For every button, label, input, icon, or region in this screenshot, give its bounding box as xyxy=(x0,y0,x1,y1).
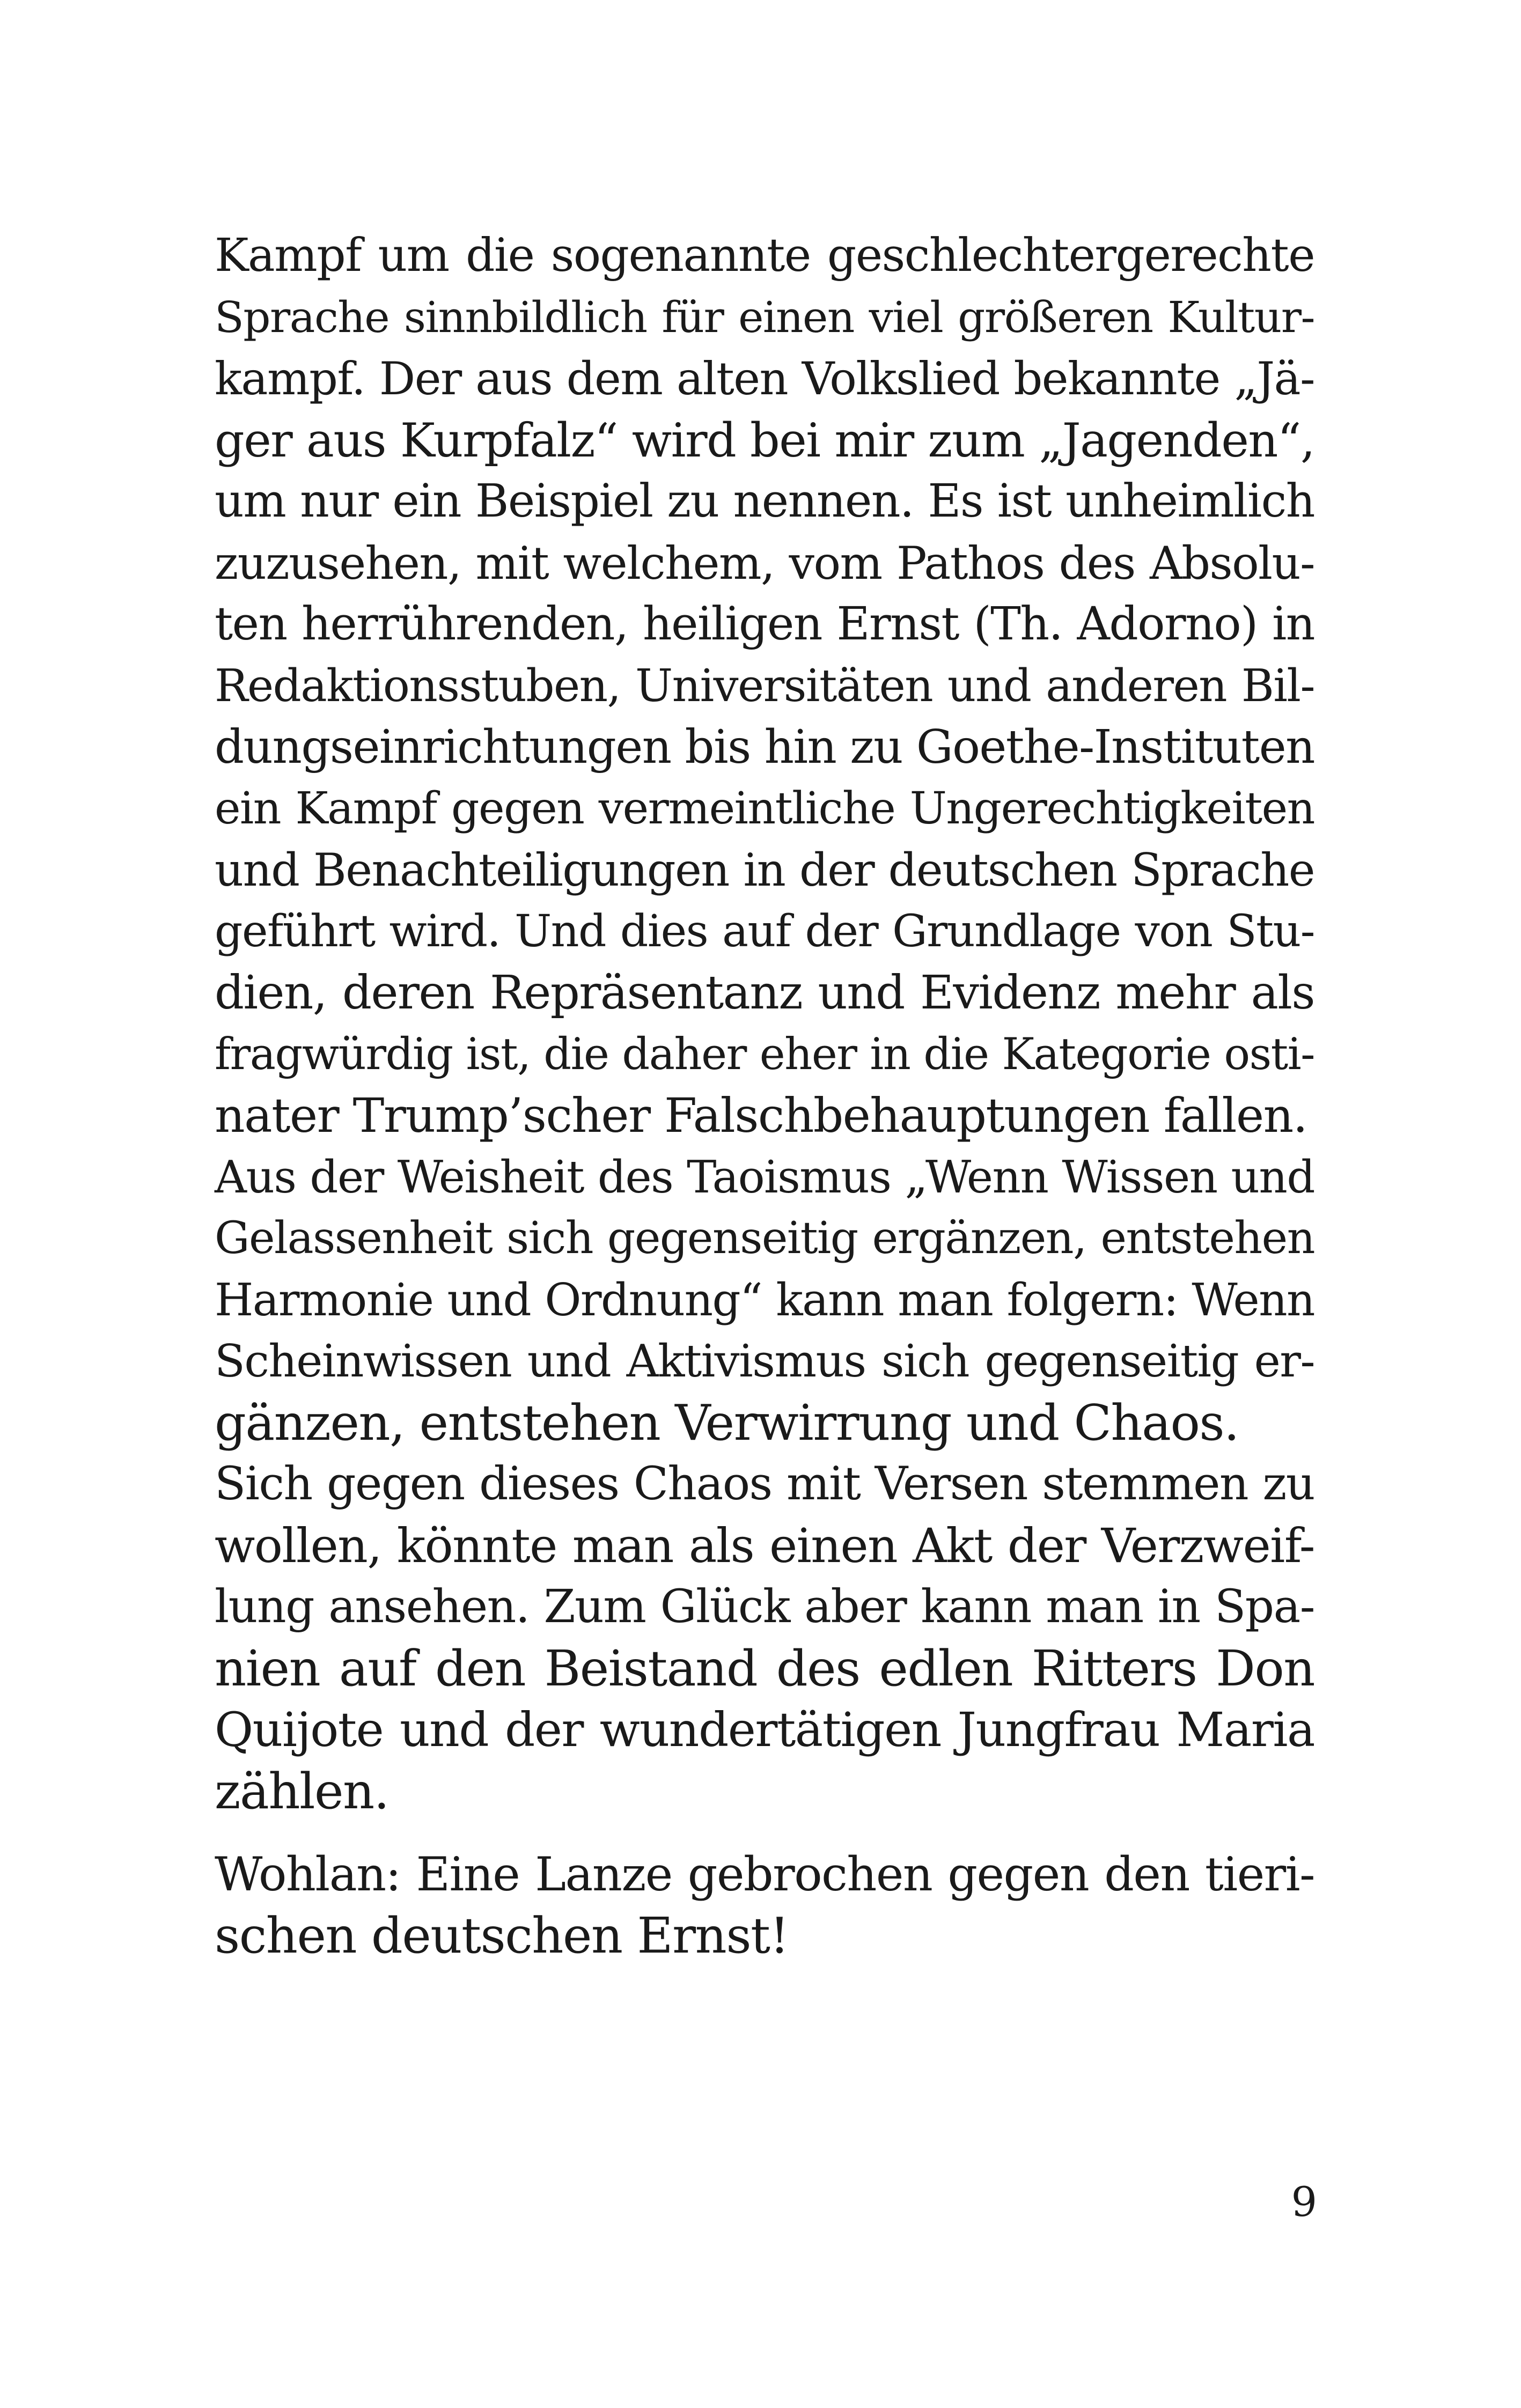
text-line: dungseinrichtungen bis hin zu Goethe-Instituten xyxy=(215,720,1314,774)
text-line: ger aus Kurpfalz“ wird bei mir zum „Jagenden“, xyxy=(215,413,1314,468)
text-line: um nur ein Beispiel zu nennen. Es ist unheimlich xyxy=(215,475,1314,528)
text-line: nien auf den Beistand des edlen Ritters Don xyxy=(215,1639,1314,1697)
text-line: Quijote und der wundertätigen Jungfrau Maria xyxy=(215,1702,1314,1757)
text-line: Aus der Weisheit des Taoismus „Wenn Wissen und xyxy=(215,1151,1314,1203)
text-line: zählen. xyxy=(215,1762,389,1820)
paragraph-4 xyxy=(215,1844,1314,1967)
text-line: dien, deren Repräsentanz und Evidenz mehr als xyxy=(215,966,1314,1020)
text-line: fragwürdig ist, die daher eher in die Kategorie osti- xyxy=(215,1029,1314,1080)
text-line: Redaktionsstuben, Universitäten und anderen Bil- xyxy=(215,659,1314,712)
text-line: schen deutschen Ernst! xyxy=(215,1906,789,1964)
text-line: kampf. Der aus dem alten Volkslied bekannte „Jä- xyxy=(215,352,1314,405)
text-line: gänzen, entstehen Verwirrung und Chaos. xyxy=(215,1394,1239,1452)
text-line: und Benachteiligungen in der deutschen Sprache xyxy=(215,844,1314,896)
text-line: wollen, könnte man als einen Akt der Verzweif- xyxy=(215,1518,1314,1573)
text-line: Harmonie und Ordnung“ kann man folgern: Wenn xyxy=(215,1273,1314,1326)
paragraph-1 xyxy=(215,225,1314,1147)
text-line: ein Kampf gegen vermeintliche Ungerechtigkeiten xyxy=(215,783,1314,834)
text-line: Scheinwissen und Aktivismus sich gegenseitig er- xyxy=(215,1335,1314,1387)
text-line: Sich gegen dieses Chaos mit Versen stemmen zu xyxy=(215,1457,1314,1511)
text-line: zuzusehen, mit welchem, vom Pathos des Absolu- xyxy=(215,536,1314,590)
paragraph-spacer xyxy=(215,1822,1314,1844)
page-number: 9 xyxy=(1291,2178,1317,2226)
text-line: nater Trump’scher Falschbehauptungen fallen. xyxy=(215,1088,1307,1143)
text-line: lung ansehen. Zum Glück aber kann man in Spa- xyxy=(215,1580,1314,1633)
paragraph-3 xyxy=(215,1454,1314,1822)
text-line: geführt wird. Und dies auf der Grundlage von Stu- xyxy=(215,905,1314,957)
text-line: Wohlan: Eine Lanze gebrochen gegen den tieri- xyxy=(215,1847,1314,1902)
body-text xyxy=(215,225,1314,1967)
text-line: Gelassenheit sich gegenseitig ergänzen, entstehen xyxy=(215,1213,1314,1264)
text-line: ten herrührenden, heiligen Ernst (Th. Adorno) in xyxy=(215,598,1314,651)
text-line: Sprache sinnbildlich für einen viel größeren Kultur- xyxy=(215,292,1314,342)
text-line: Kampf um die sogenannte geschlechtergerechte xyxy=(215,229,1314,282)
paragraph-2 xyxy=(215,1147,1314,1454)
